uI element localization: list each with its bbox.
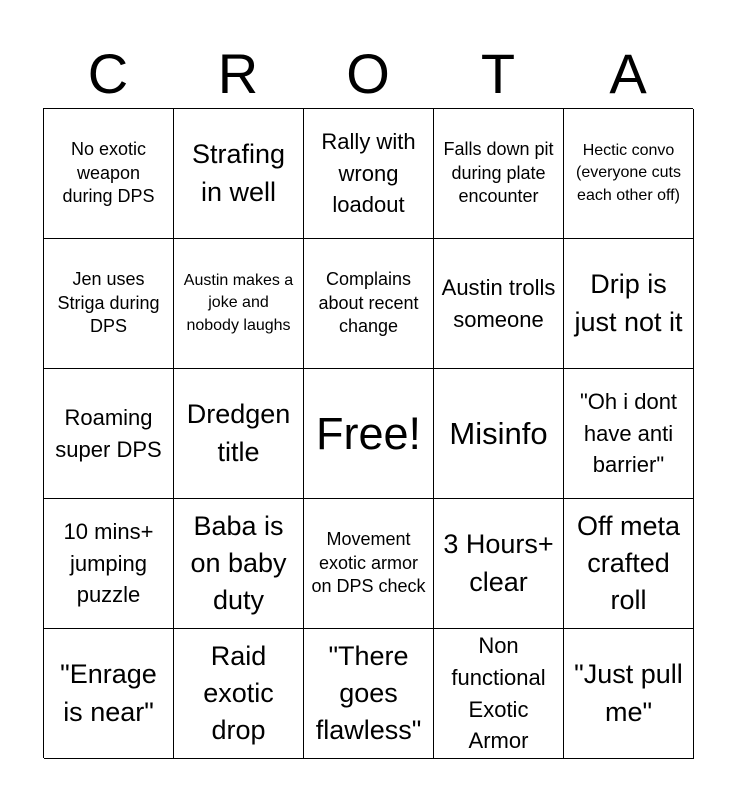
cell-text: Misinfo	[449, 415, 548, 451]
cell-text: 3 Hours+ clear	[443, 529, 554, 597]
bingo-cell-r1-c3[interactable]	[304, 109, 434, 239]
bingo-cell-r4-c1[interactable]	[44, 499, 174, 629]
cell-text: Off meta crafted roll	[576, 510, 681, 616]
bingo-cell-r2-c1[interactable]	[44, 239, 174, 369]
cell-text: Drip is just not it	[574, 269, 683, 337]
cell-text: 10 mins+ jumping puzzle	[63, 518, 154, 608]
bingo-cell-r4-c4[interactable]	[434, 499, 564, 629]
cell-text: Hectic convo (everyone cuts each other off)	[576, 142, 681, 204]
bingo-cell-r4-c2[interactable]	[174, 499, 304, 629]
free-space: Free!	[315, 407, 422, 459]
bingo-cell-r1-c5[interactable]	[564, 109, 694, 239]
bingo-cell-r2-c4[interactable]	[434, 239, 564, 369]
bingo-cell-r2-c5[interactable]	[564, 239, 694, 369]
bingo-cell-r1-c2[interactable]	[174, 109, 304, 239]
bingo-header	[43, 40, 693, 108]
bingo-cell-r5-c1[interactable]	[44, 629, 174, 759]
cell-text: Complains about recent change	[318, 269, 419, 337]
cell-text: "There goes flawless"	[315, 640, 422, 746]
bingo-board	[43, 108, 693, 758]
cell-text: "Oh i dont have anti barrier"	[579, 388, 678, 478]
cell-text: Non functional Exotic Armor	[451, 632, 546, 754]
bingo-cell-r5-c3[interactable]	[304, 629, 434, 759]
bingo-cell-r3-c3[interactable]	[304, 369, 434, 499]
cell-text: Austin trolls someone	[441, 274, 556, 332]
cell-text: Baba is on baby duty	[190, 510, 287, 616]
cell-text: "Just pull me"	[574, 659, 683, 727]
cell-text: Strafing in well	[191, 139, 286, 207]
bingo-cell-r5-c2[interactable]	[174, 629, 304, 759]
bingo-cell-r5-c5[interactable]	[564, 629, 694, 759]
cell-text: Raid exotic drop	[203, 640, 274, 746]
bingo-cell-r4-c5[interactable]	[564, 499, 694, 629]
bingo-cell-r3-c4[interactable]	[434, 369, 564, 499]
bingo-cell-r3-c1[interactable]	[44, 369, 174, 499]
cell-text: Jen uses Striga during DPS	[57, 269, 160, 337]
cell-text: Dredgen title	[186, 399, 291, 467]
cell-text: Austin makes a joke and nobody laughs	[183, 272, 294, 334]
cell-text: Roaming super DPS	[55, 404, 162, 462]
bingo-cell-r5-c4[interactable]	[434, 629, 564, 759]
header-letter-t: T	[480, 42, 516, 105]
header-letter-a: A	[609, 42, 647, 105]
header-letter-r: R	[217, 42, 259, 105]
cell-text: No exotic weapon during DPS	[62, 139, 155, 207]
cell-text: Falls down pit during plate encounter	[443, 139, 554, 207]
bingo-cell-r3-c2[interactable]	[174, 369, 304, 499]
bingo-cell-r2-c2[interactable]	[174, 239, 304, 369]
bingo-cell-r4-c3[interactable]	[304, 499, 434, 629]
cell-text: Rally with wrong loadout	[321, 128, 416, 218]
cell-text: "Enrage is near"	[60, 659, 157, 727]
bingo-cell-r3-c5[interactable]	[564, 369, 694, 499]
bingo-cell-r1-c1[interactable]	[44, 109, 174, 239]
bingo-cell-r1-c4[interactable]	[434, 109, 564, 239]
cell-text: Movement exotic armor on DPS check	[311, 529, 426, 597]
header-letter-c: C	[87, 42, 129, 105]
header-letter-o: O	[346, 42, 390, 105]
bingo-cell-r2-c3[interactable]	[304, 239, 434, 369]
